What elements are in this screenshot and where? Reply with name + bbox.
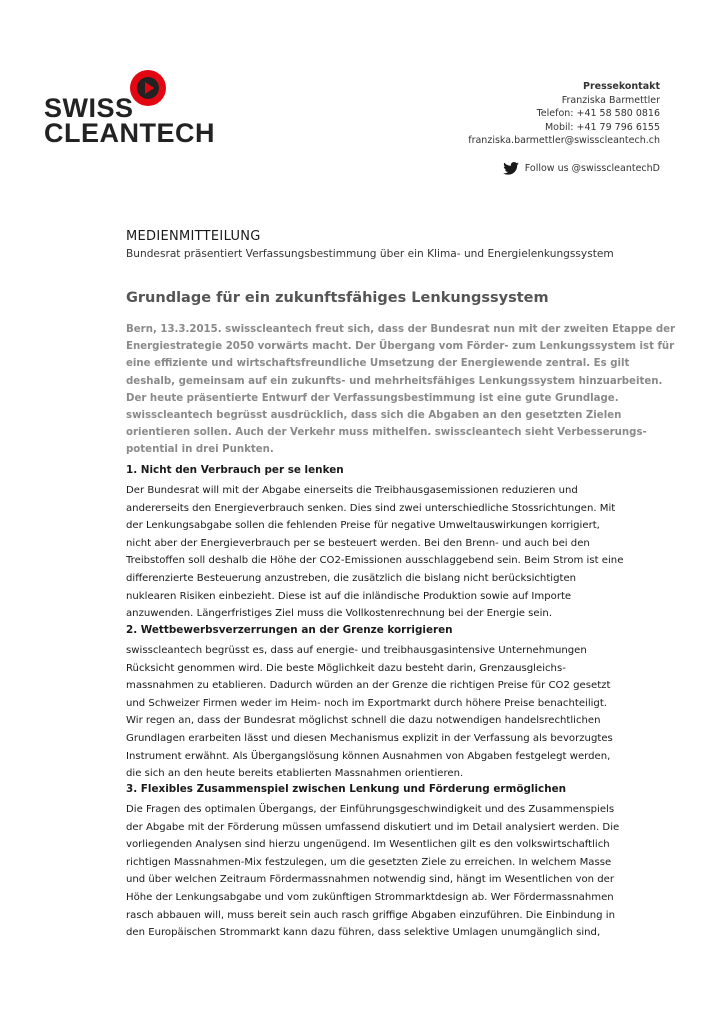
logo-line-1: SWISS bbox=[44, 93, 134, 123]
document-kicker: MEDIENMITTEILUNG bbox=[126, 229, 261, 244]
contact-email[interactable]: franziska.barmettler@swisscleantech.ch bbox=[468, 135, 660, 147]
press-contact bbox=[468, 80, 660, 148]
twitter-bird-icon bbox=[503, 162, 519, 175]
body-line: rasch abbauen will, muss bereit sein auch rasch griffige Abgaben einzuführen. Die Einbindung in bbox=[126, 909, 615, 921]
twitter-follow[interactable] bbox=[503, 162, 660, 175]
document-subtitle: Bundesrat präsentiert Verfassungsbestimmung über ein Klima- und Energielenkungssystem bbox=[126, 248, 614, 260]
section-1-title: 1. Nicht den Verbrauch per se lenken bbox=[126, 464, 344, 476]
section-2-title: 2. Wettbewerbsverzerrungen an der Grenze korrigieren bbox=[126, 624, 453, 636]
contact-mobile: Mobil: +41 79 796 6155 bbox=[544, 121, 660, 133]
twitter-handle: Follow us @swisscleantechD bbox=[524, 163, 660, 174]
body-line: Höhe der Lenkungsabgabe und vom zukünftigen Strommarktdesign ab. Wer Fördermassnahmen bbox=[126, 891, 614, 903]
body-line: differenzierte Besteuerung anzustreben, die zusätzlich die bislang nicht berücksichtigten bbox=[126, 572, 577, 584]
logo-wordmark bbox=[44, 93, 215, 148]
body-line: und Schweizer Firmen weder im Heim- noch im Exportmarkt durch höhere Preise benachteiligt. bbox=[126, 697, 608, 709]
body-line: der Abgabe mit der Förderung müssen umfassend diskutiert und im Detail analysiert werden. Die bbox=[126, 821, 620, 833]
body-line: richtigen Massnahmen-Mix festzulegen, um die gesetzten Ziele zu erreichen. In welchem Masse bbox=[126, 856, 612, 868]
lead-line: deshalb, gemeinsam auf ein zukunfts- und mehrheitsfähiges Lenkungssystem hinzuarbeiten. bbox=[126, 375, 663, 387]
body-line: swisscleantech begrüsst es, dass auf energie- und treibhausgasintensive Unternehmungen bbox=[126, 645, 587, 656]
lead-line: Energiestrategie 2050 vorwärts macht. Der Übergang vom Förder- zum Lenkungssystem ist für bbox=[126, 341, 675, 353]
body-line: den Europäischen Strommarkt kann dazu führen, dass selektive Umlagen unumgänglich sind, bbox=[126, 927, 601, 939]
body-line: Der Bundesrat will mit der Abgabe einerseits die Treibhausgasemissionen reduzieren und bbox=[126, 485, 578, 496]
lead-line: potential in drei Punkten. bbox=[126, 444, 274, 456]
body-line: nuklearen Risiken einbezieht. Diese ist auf die inländische Produktion sowie auf Importe bbox=[126, 590, 572, 602]
section-3-title: 3. Flexibles Zusammenspiel zwischen Lenkung und Förderung ermöglichen bbox=[126, 783, 567, 795]
body-line: nicht aber der Energieverbrauch per se besteuert werden. Bei den Brenn- und auch bei den bbox=[126, 537, 590, 549]
body-line: Grundlagen erarbeiten lässt und diesen Mechanismus explizit in der Verfassung als bevorzugtes bbox=[126, 732, 613, 744]
body-line: andererseits den Energieverbrauch senken. Dies sind zwei unterschiedliche Stossrichtungen. Mit bbox=[126, 502, 616, 514]
lead-paragraph bbox=[126, 321, 676, 459]
contact-phone: Telefon: +41 58 580 0816 bbox=[536, 108, 660, 120]
lead-line: Bern, 13.3.2015. swisscleantech freut sich, dass der Bundesrat nun mit der zweiten Etappe der bbox=[126, 324, 676, 335]
lead-line: swisscleantech begrüsst ausdrücklich, dass sich die Abgaben an den gesetzten Zielen bbox=[126, 410, 622, 422]
body-line: und über welchen Zeitraum Fördermassnahmen notwendig sind, hängt im Wesentlichen von der bbox=[126, 874, 615, 886]
body-line: Treibstoffen soll deshalb die Höhe der CO2-Emissionen ausschlaggebend sein. Beim Strom ist eine bbox=[126, 555, 624, 567]
body-line: vorliegenden Analysen sind hierzu ungenügend. Im Wesentlichen gilt es den volkswirtschaftlich bbox=[126, 839, 610, 851]
section-2-body bbox=[126, 642, 662, 783]
body-line: Wir regen an, dass der Bundesrat möglichst schnell die dazu notwendigen handelsrechtlichen bbox=[126, 715, 601, 727]
section-1-body bbox=[126, 482, 662, 623]
contact-name: Franziska Barmettler bbox=[561, 94, 660, 106]
document-heading: Grundlage für ein zukunftsfähiges Lenkungssystem bbox=[126, 290, 549, 306]
body-line: Die Fragen des optimalen Übergangs, der Einführungsgeschwindigkeit und des Zusammenspiels bbox=[126, 804, 615, 815]
logo-line-2: CLEANTECH bbox=[44, 118, 215, 148]
contact-title: Pressekontakt bbox=[582, 81, 660, 92]
body-line: die sich an den heute bereits etablierten Massnahmen orientieren. bbox=[126, 768, 464, 780]
body-line: der Lenkungsabgabe sollen die fehlenden Preise für negative Umweltauswirkungen korrigiert, bbox=[126, 520, 600, 532]
body-line: massnahmen zu etablieren. Dadurch würden an der Grenze die richtigen Preise für CO2 gesetzt bbox=[126, 680, 611, 692]
lead-line: eine effiziente und wirtschaftsfreundliche Umsetzung der Energiewende zentral. Es gilt bbox=[126, 358, 630, 370]
section-3-body bbox=[126, 801, 662, 942]
lead-line: Der heute präsentierte Entwurf der Verfassungsbestimmung ist eine gute Grundlage. bbox=[126, 392, 619, 404]
body-line: anzuwenden. Längerfristiges Ziel muss die Vollkostenrechnung bei der Energie sein. bbox=[126, 608, 553, 620]
body-line: Rücksicht genommen wird. Die beste Möglichkeit dazu besteht darin, Grenzausgleichs- bbox=[126, 662, 566, 674]
lead-line: orientieren sollen. Auch der Verkehr muss mithelfen. swisscleantech sieht Verbesserungs- bbox=[126, 427, 647, 439]
body-line: Instrument erwähnt. Als Übergangslösung können Ausnahmen von Abgaben festgelegt werden, bbox=[126, 750, 611, 762]
